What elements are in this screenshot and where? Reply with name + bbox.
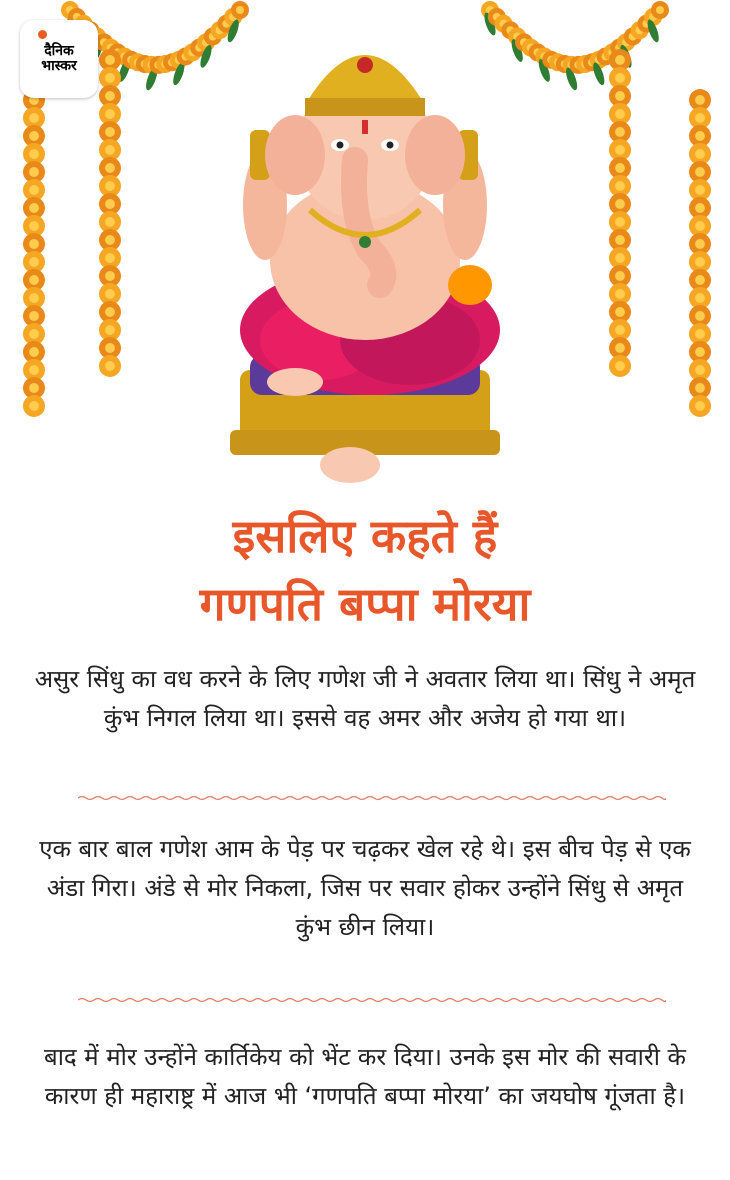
marigold-center bbox=[615, 361, 625, 371]
marigold-center bbox=[105, 307, 115, 317]
marigold-center bbox=[29, 401, 39, 411]
divider-2 bbox=[78, 997, 666, 1003]
heading-line1: इसलिए कहते हैं bbox=[232, 509, 498, 563]
marigold-center bbox=[105, 145, 115, 155]
marigold-center bbox=[29, 311, 39, 321]
marigold-center bbox=[695, 149, 705, 159]
marigold-center bbox=[105, 253, 115, 263]
marigold-center bbox=[615, 199, 625, 209]
marigold-center bbox=[105, 271, 115, 281]
marigold-center bbox=[615, 271, 625, 281]
marigold-center bbox=[695, 311, 705, 321]
marigold-center bbox=[695, 239, 705, 249]
marigold-center bbox=[29, 365, 39, 375]
marigold-center bbox=[695, 347, 705, 357]
marigold-center bbox=[615, 217, 625, 227]
marigold-center bbox=[105, 235, 115, 245]
marigold-center bbox=[695, 221, 705, 231]
marigold-center bbox=[105, 217, 115, 227]
marigold-center bbox=[29, 113, 39, 123]
marigold-center bbox=[105, 55, 115, 65]
marigold-center bbox=[695, 257, 705, 267]
marigold-center bbox=[615, 307, 625, 317]
marigold-center bbox=[615, 253, 625, 263]
marigold-center bbox=[105, 289, 115, 299]
marigold-center bbox=[29, 167, 39, 177]
marigold-center bbox=[105, 361, 115, 371]
marigold-center bbox=[695, 95, 705, 105]
paragraph-1: असुर सिंधु का वध करने के लिए गणेश जी ने अवतार लिया था। सिंधु ने अमृत कुंभ निगल लिया था। इससे वह अमर और अजेय हो गया था। bbox=[34, 665, 696, 732]
marigold-center bbox=[105, 91, 115, 101]
paragraph-3: बाद में मोर उन्होंने कार्तिकेय को भेंट कर दिया। उनके इस मोर की सवारी के कारण ही महाराष्ट्र में आज भी ‘गणपति बप्पा मोरया’ का जयघोष गूंजता है। bbox=[44, 1043, 686, 1110]
marigold-center bbox=[695, 275, 705, 285]
divider-1 bbox=[78, 795, 666, 801]
marigold-center bbox=[615, 73, 625, 83]
marigold-center bbox=[29, 293, 39, 303]
dainik-bhaskar-logo[interactable] bbox=[20, 20, 98, 98]
marigold-center bbox=[29, 257, 39, 267]
marigold-center bbox=[29, 347, 39, 357]
heading-line2: गणपति बप्पा मोरया bbox=[199, 577, 531, 631]
ganesha-idol-icon bbox=[210, 10, 520, 490]
marigold-center bbox=[615, 145, 625, 155]
marigold-center bbox=[695, 167, 705, 177]
logo-dot-icon bbox=[38, 30, 47, 39]
logo-text-line2: भास्कर bbox=[41, 58, 77, 74]
marigold-center bbox=[695, 203, 705, 213]
paragraph-2: एक बार बाल गणेश आम के पेड़ पर चढ़कर खेल रहे थे। इस बीच पेड़ से एक अंडा गिरा। अंडे से मोर निकला, जिस पर सवार होकर उन्होंने सिंधु से अमृत कुंभ छीन लिया। bbox=[39, 835, 691, 941]
marigold-center bbox=[656, 6, 664, 14]
marigold-center bbox=[105, 343, 115, 353]
marigold-center bbox=[695, 131, 705, 141]
marigold-center bbox=[615, 163, 625, 173]
logo-text-line1: दैनिक bbox=[44, 43, 74, 60]
marigold-center bbox=[615, 289, 625, 299]
marigold-center bbox=[105, 109, 115, 119]
marigold-center bbox=[29, 239, 39, 249]
marigold-center bbox=[29, 221, 39, 231]
marigold-center bbox=[105, 73, 115, 83]
marigold-center bbox=[29, 185, 39, 195]
marigold-center bbox=[695, 329, 705, 339]
marigold-center bbox=[695, 401, 705, 411]
marigold-center bbox=[29, 383, 39, 393]
marigold-center bbox=[105, 127, 115, 137]
marigold-center bbox=[615, 127, 625, 137]
marigold-center bbox=[29, 203, 39, 213]
marigold-center bbox=[695, 185, 705, 195]
marigold-center bbox=[695, 293, 705, 303]
marigold-center bbox=[105, 325, 115, 335]
marigold-center bbox=[29, 329, 39, 339]
marigold-center bbox=[615, 181, 625, 191]
marigold-center bbox=[105, 163, 115, 173]
marigold-center bbox=[695, 365, 705, 375]
marigold-center bbox=[615, 109, 625, 119]
marigold-center bbox=[695, 383, 705, 393]
marigold-center bbox=[29, 275, 39, 285]
marigold-center bbox=[105, 181, 115, 191]
marigold-center bbox=[615, 55, 625, 65]
marigold-center bbox=[29, 149, 39, 159]
marigold-center bbox=[615, 325, 625, 335]
marigold-center bbox=[615, 91, 625, 101]
marigold-center bbox=[29, 131, 39, 141]
marigold-center bbox=[615, 235, 625, 245]
marigold-center bbox=[105, 199, 115, 209]
marigold-center bbox=[615, 343, 625, 353]
marigold-center bbox=[695, 113, 705, 123]
